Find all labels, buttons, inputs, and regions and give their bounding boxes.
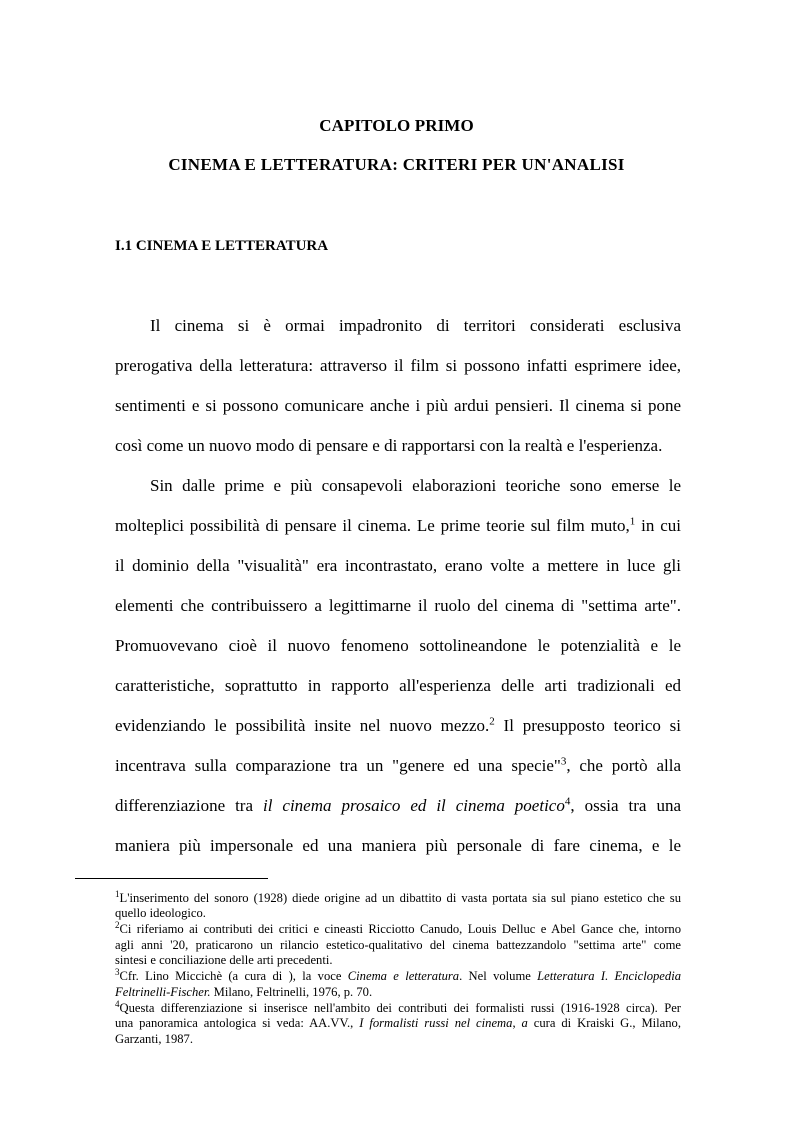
- footnote-text: Milano, Feltrinelli, 1976, p. 70.: [210, 985, 373, 999]
- footnote-number: 3: [115, 966, 120, 977]
- footnote-line: [115, 919, 681, 937]
- footnote-italic: I formalisti russi nel cinema: [359, 1016, 513, 1030]
- body-text: in cui: [635, 516, 681, 535]
- footnote-line: [115, 888, 681, 906]
- body-line: sentimenti e si possono comunicare anche i più ardui pensieri. Il cinema si pone: [115, 396, 681, 415]
- footnote-number: 4: [115, 998, 120, 1009]
- body-text: Il presupposto teorico si: [494, 716, 681, 735]
- footnote-text: Cfr. Lino Miccichè (a cura di ), la voce: [119, 969, 348, 983]
- footnote-text: ,: [512, 1016, 522, 1030]
- body-italic-text: il cinema prosaico ed il cinema poetico: [263, 796, 565, 815]
- body-line: prerogativa della letteratura: attraverso il film si possono infatti esprimere idee,: [115, 356, 681, 375]
- footnote-line: agli anni '20, praticarono un rilancio estetico-qualitativo del cinema battezzandolo "settima arte" come: [115, 938, 681, 952]
- body-line: Promuovevano cioè il nuovo fenomeno sottolineandone le potenzialità e le: [115, 636, 681, 655]
- footnote-line: [115, 1016, 681, 1031]
- body-line: caratteristiche, soprattutto in rapporto all'esperienza delle arti tradizionali ed: [115, 676, 681, 695]
- footnote-line: [115, 966, 681, 984]
- footnote-ref[interactable]: 3: [560, 755, 567, 768]
- footnote-italic: a: [521, 1016, 528, 1030]
- footnote-line: [115, 998, 681, 1016]
- body-text: molteplici possibilità di pensare il cinema. Le prime teorie sul film muto,: [115, 516, 630, 535]
- body-line: [115, 796, 681, 816]
- body-line: elementi che contribuissero a legittimarne il ruolo del cinema di "settima arte".: [115, 596, 681, 615]
- section-heading: I.1 CINEMA E LETTERATURA: [115, 238, 329, 254]
- body-line: Il cinema si è ormai impadronito di territori considerati esclusiva: [150, 316, 681, 335]
- footnote-ref[interactable]: 1: [629, 515, 636, 528]
- footnote-ref[interactable]: 2: [489, 715, 495, 728]
- footnote-italic: Cinema e letteratura: [347, 969, 460, 983]
- footnote-number: 1: [115, 888, 120, 899]
- footnote-italic: Letteratura I. Enciclopedia: [537, 969, 681, 983]
- body-line: [115, 516, 681, 536]
- body-line: [115, 756, 681, 776]
- chapter-subtitle: CINEMA E LETTERATURA: CRITERI PER UN'ANALISI: [168, 155, 625, 174]
- body-line: [115, 716, 681, 736]
- body-text: evidenziando le possibilità insite nel nuovo mezzo.: [115, 716, 490, 735]
- footnote-line: quello ideologico.: [115, 906, 206, 920]
- footnote-italic: Feltrinelli-Fischer.: [115, 985, 211, 999]
- body-line: maniera più impersonale ed una maniera più personale di fare cinema, e le: [115, 836, 681, 855]
- chapter-title: CAPITOLO PRIMO: [319, 116, 474, 135]
- body-text: , che portò alla: [566, 756, 681, 775]
- body-text: incentrava sulla comparazione tra un "genere ed una specie": [115, 756, 561, 775]
- footnote-text: . Nel volume: [459, 969, 538, 983]
- footnote-line: sintesi e conciliazione delle arti precedenti.: [115, 953, 333, 967]
- footnote-text: L'inserimento del sonoro (1928) diede origine ad un dibattito di vasta portata sia sul piano estetico che su: [119, 891, 681, 905]
- footnote-number: 2: [115, 919, 120, 930]
- body-line: così come un nuovo modo di pensare e di rapportarsi con la realtà e l'esperienza.: [115, 436, 663, 455]
- footnote-text: cura di Kraiski G., Milano,: [527, 1016, 682, 1030]
- body-text: differenziazione tra: [115, 796, 263, 815]
- footnote-text: una panoramica antologica si veda: AA.VV.,: [115, 1016, 360, 1030]
- footnote-ref[interactable]: 4: [564, 795, 571, 808]
- footnote-line: [115, 985, 681, 1000]
- footnote-separator: [75, 878, 268, 879]
- footnote-line: Garzanti, 1987.: [115, 1032, 193, 1046]
- body-line: il dominio della "visualità" era incontrastato, erano volte a mettere in luce gli: [115, 556, 681, 575]
- body-line: Sin dalle prime e più consapevoli elaborazioni teoriche sono emerse le: [150, 476, 681, 495]
- footnote-text: Questa differenziazione si inserisce nell'ambito dei contributi dei formalisti russi (1916-1928 circa). Per: [119, 1001, 681, 1015]
- body-text: , ossia tra una: [570, 796, 681, 815]
- footnote-text: Ci riferiamo ai contributi dei critici e cineasti Ricciotto Canudo, Louis Delluc e Abel Gance che, intorno: [119, 922, 681, 936]
